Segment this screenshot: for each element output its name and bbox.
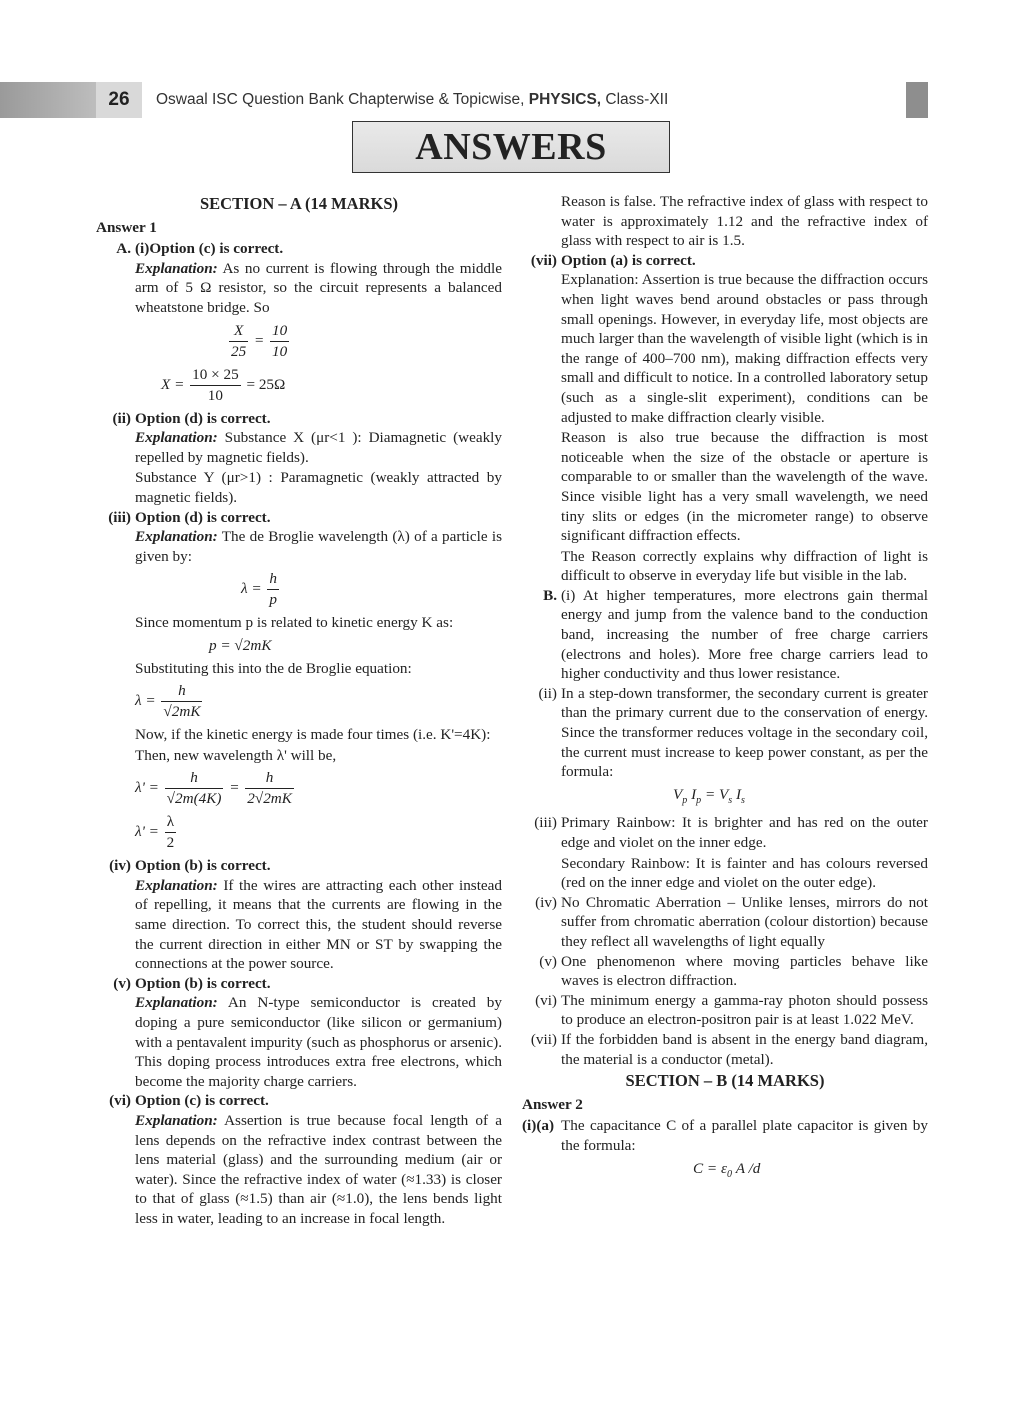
section-b-heading: SECTION – B (14 MARKS) — [625, 1071, 825, 1091]
explanation-text: The Reason correctly explains why diffraction of light is difficult to observe in everyday life but visible in the lab. — [561, 547, 928, 585]
equation: λ = $\frac{h}{p}$ — [241, 570, 278, 609]
answer-A-ii — [96, 409, 502, 508]
answer-text: In a step-down transformer, the secondary current is greater than the primary current due to the conservation of energy. Since the transformer reduces voltage in the secondary coil, the current must increase to keep power constant, as per the formula: — [561, 684, 928, 781]
title-prefix: Oswaal ISC Question Bank Chapterwise & Topicwise, — [156, 91, 525, 108]
answer-A-vi — [96, 1091, 502, 1228]
label-v: (v) — [539, 952, 557, 970]
left-column — [96, 192, 502, 1229]
answer-1-heading: Answer 1 — [96, 218, 157, 236]
explanation-text: Explanation: An N-type semiconductor is created by doping a pure semiconductor (like silicon or germanium) with a pentavalent impurity (such as phosphorus or arsenic). This doping process introduces extra free electrons, which become the majority charge carriers. — [135, 994, 502, 1090]
equation: λ' = $\frac{\lambda}{2}$ — [135, 813, 175, 852]
answer-B-vii — [522, 1030, 928, 1069]
answer-2-heading: Answer 2 — [522, 1095, 583, 1113]
answer-text: The capacitance C of a parallel plate capacitor is given by the formula: — [561, 1117, 928, 1154]
equation: p = √2mK — [209, 636, 272, 654]
equation: λ' = $\frac{h}{√2m(4K)}$ = $\frac{h}{2√2mK}$ — [135, 769, 292, 808]
equation: $\frac{X}{25}$ = $\frac{10}{10}$ — [231, 321, 288, 360]
option-line: Option (d) is correct. — [135, 508, 271, 526]
answer-text: (i) At higher temperatures, more electrons gain thermal energy and jump from the valence band to the conduction band, increasing the number of free charge carriers (electrons and holes). More free charge carriers lead to higher conductivity and thus lower resistance. — [561, 586, 928, 683]
equation: λ = $\frac{h}{√2mK}$ — [135, 682, 201, 721]
explanation-text: Then, new wavelength λ' will be, — [135, 746, 337, 764]
explanation-text: Substituting this into the de Broglie equation: — [135, 659, 412, 677]
answers-title: ANSWERS — [352, 121, 670, 173]
right-column — [522, 192, 928, 1187]
explanation-text: Substance Y (μr>1) : Paramagnetic (weakly attracted by magnetic fields). — [135, 469, 502, 506]
equation: $V_p$ $I_p = V_s$ $I_s$ — [673, 785, 745, 806]
option-line: Option (b) is correct. — [135, 857, 271, 875]
explanation-text: Reason is also true because the diffraction is most noticeable when the size of the obstacle or aperture is comparable to or smaller than the wavelength of the wave. Since visible light has a very small wavelength, we need tiny slits or edges (in the micrometer range) to observe significant diffraction effects. — [561, 429, 928, 545]
label-i-a: (i)(a) — [522, 1117, 555, 1135]
title-suffix: Class-XII — [605, 91, 669, 108]
label-ii: (ii) — [538, 684, 557, 702]
answer-B-iv — [522, 893, 928, 952]
answer-B-ii — [522, 684, 928, 814]
option-line: Option (d) is correct. — [135, 409, 271, 427]
explanation-text: Explanation: As no current is flowing through the middle arm of 5 Ω resistor, so the circuit represents a balanced wheatstone bridge. So — [135, 259, 502, 316]
book-title — [156, 82, 668, 118]
label-vi: (vi) — [535, 991, 557, 1009]
answer-B-iii — [522, 813, 928, 892]
label-iii: (iii) — [108, 508, 131, 526]
explanation-text: Since momentum p is related to kinetic energy K as: — [135, 614, 454, 632]
label-iii: (iii) — [534, 814, 557, 832]
label-vii: (vii) — [530, 251, 557, 269]
explanation-text: Explanation: Substance X (μr<1 ): Diamagnetic (weakly repelled by magnetic fields). — [135, 429, 502, 466]
title-subject: PHYSICS, — [528, 91, 602, 108]
answer-text: If the forbidden band is absent in the energy band diagram, the material is a conductor (metal). — [561, 1030, 928, 1068]
label-A: A. — [116, 240, 131, 258]
label-ii: (ii) — [112, 409, 131, 427]
answer-text: One phenomenon where moving particles behave like waves is electron diffraction. — [561, 952, 928, 990]
answer-text: Primary Rainbow: It is brighter and has red on the outer edge and violet on the inner edge. — [561, 814, 928, 852]
label-vi: (vi) — [109, 1092, 131, 1110]
answer-A-i — [96, 239, 502, 408]
explanation-text: Explanation: Assertion is true because focal length of a lens depends on the refractive index contrast between the lens material (glass) and the surrounding medium (air or water). Since the refractive index of water (≈1.33) is closer to that of glass (≈1.5) than air (≈1.0), the lens bends light less in water, leading to an increase in focal length. — [135, 1112, 502, 1227]
answer-B-i — [522, 586, 928, 684]
answer-A-iii — [96, 508, 502, 857]
answer-text: The minimum energy a gamma-ray photon should possess to produce an electron-positron pair is at least 1.022 MeV. — [561, 991, 928, 1029]
answer-A-iv — [96, 856, 502, 974]
answer-text: Secondary Rainbow: It is fainter and has colours reversed (red on the inner edge and violet on the outer edge). — [561, 854, 928, 892]
label-vii: (vii) — [530, 1030, 557, 1048]
answer-A-v — [96, 974, 502, 1092]
explanation-text: Now, if the kinetic energy is made four times (i.e. K'=4K): — [135, 726, 491, 744]
label-v: (v) — [113, 974, 131, 992]
explanation-text: Explanation: Assertion is true because the diffraction occurs when light waves bend around obstacles or pass through small openings. However, in everyday life, most objects are much larger than the wavelength of visible light (which is in the range of 400–700 nm), making diffraction effects very small and difficult to notice. In a controlled laboratory setup (such as a single-slit experiment), conditions can be adjusted to make diffraction clearly visible. — [561, 271, 928, 426]
answer-text: No Chromatic Aberration – Unlike lenses, mirrors do not suffer from chromatic aberration (colour distortion) because they reflect all wavelengths of light equally — [561, 893, 928, 950]
page-number: 26 — [96, 82, 142, 118]
option-line: (i)Option (c) is correct. — [135, 240, 284, 258]
answer-A-vii — [522, 251, 928, 586]
explanation-text: Explanation: The de Broglie wavelength (λ) of a particle is given by: — [135, 528, 502, 565]
section-a-heading: SECTION – A (14 MARKS) — [199, 194, 399, 213]
option-line: Option (b) is correct. — [135, 974, 271, 992]
explanation-text: Explanation: If the wires are attracting each other instead of repelling, it means that the currents are flowing in the same direction. To correct this, the student should reverse the current direction in either MN or ST by swapping the connections at the power source. — [135, 876, 503, 973]
label-B: B. — [543, 586, 557, 604]
answer-2-i-a — [522, 1116, 928, 1187]
equation: $C = \varepsilon_0$ A /d — [693, 1159, 761, 1180]
header-band — [0, 82, 96, 118]
header-block — [906, 82, 928, 118]
label-iv: (iv) — [109, 857, 131, 875]
label-iv: (iv) — [535, 893, 557, 911]
answer-B-vi — [522, 991, 928, 1030]
option-line: Option (c) is correct. — [135, 1092, 269, 1110]
equation: X = $\frac{10 \times 25}{10}$ = 25Ω — [161, 365, 286, 404]
option-line: Option (a) is correct. — [561, 251, 696, 269]
reason-continued: Reason is false. The refractive index of glass with respect to water is approximately 1.12 and the refractive index of glass with respect to air is 1.5. — [561, 193, 928, 250]
answer-B-v — [522, 952, 928, 991]
